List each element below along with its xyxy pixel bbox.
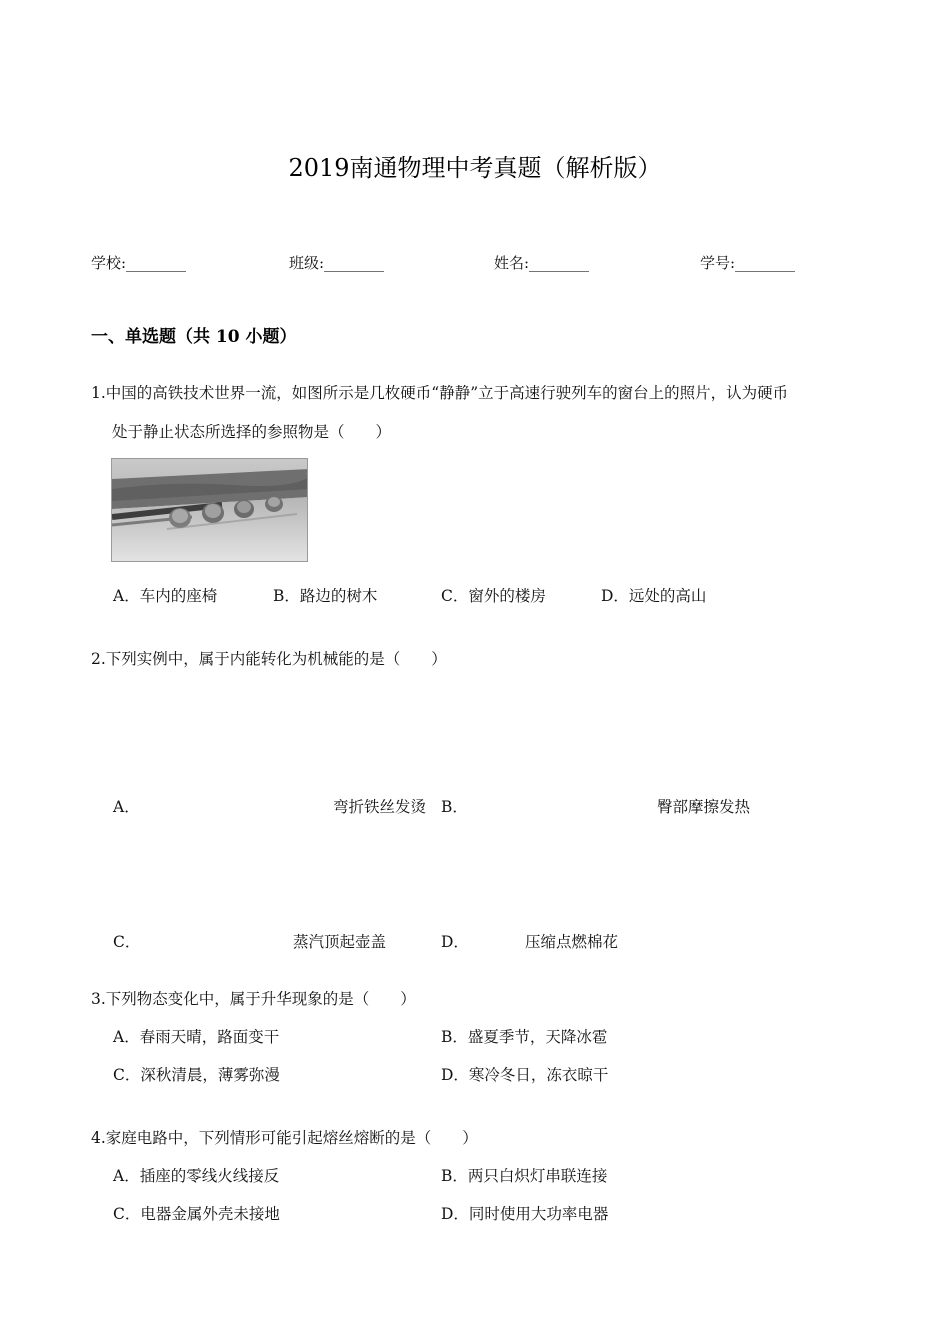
question-3-option-c: C．深秋清晨，薄雾弥漫 — [113, 1066, 280, 1084]
coins-on-train-windowsill-photo — [111, 458, 308, 562]
question-1-stem-line1: 1.中国的高铁技术世界一流，如图所示是几枚硬币“静静”立于高速行驶列车的窗台上的照片，认为硬币 — [91, 384, 789, 402]
question-3-option-d: D．寒冷冬日，冻衣晾干 — [441, 1066, 609, 1084]
question-2-option-d-letter: D． — [441, 933, 469, 951]
school-field: 学校:________ — [91, 254, 187, 272]
page-title: 2019南通物理中考真题（解析版） — [288, 154, 662, 182]
class-field: 班级:________ — [289, 254, 385, 272]
question-3-stem: 3.下列物态变化中，属于升华现象的是（ ） — [91, 990, 416, 1008]
question-3-option-a: A．春雨天晴，路面变干 — [113, 1028, 280, 1046]
question-2-option-d-caption: 压缩点燃棉花 — [525, 933, 619, 951]
question-1-stem-line2: 处于静止状态所选择的参照物是（ ） — [112, 423, 392, 441]
question-1-option-d: D．远处的高山 — [601, 587, 707, 605]
question-4-option-d: D．同时使用大功率电器 — [441, 1205, 609, 1223]
question-1-option-b: B．路边的树木 — [273, 587, 378, 605]
question-2-option-a-letter: A． — [113, 798, 140, 816]
question-1-option-a: A．车内的座椅 — [113, 587, 218, 605]
question-2-option-a-caption: 弯折铁丝发烫 — [333, 798, 427, 816]
question-2-option-c-caption: 蒸汽顶起壶盖 — [293, 933, 387, 951]
question-2-option-b-letter: B． — [441, 798, 468, 816]
name-field: 姓名:________ — [494, 254, 590, 272]
question-4-option-c: C．电器金属外壳未接地 — [113, 1205, 280, 1223]
question-2-stem: 2.下列实例中，属于内能转化为机械能的是（ ） — [91, 650, 447, 668]
question-4-option-b: B．两只白炽灯串联连接 — [441, 1167, 608, 1185]
question-2-option-c-letter: C． — [113, 933, 141, 951]
question-3-option-b: B．盛夏季节，天降冰雹 — [441, 1028, 608, 1046]
question-2-option-b-caption: 臀部摩擦发热 — [657, 798, 751, 816]
question-4-option-a: A．插座的零线火线接反 — [113, 1167, 280, 1185]
question-4-stem: 4.家庭电路中，下列情形可能引起熔丝熔断的是（ ） — [91, 1129, 478, 1147]
question-1-option-c: C．窗外的楼房 — [441, 587, 546, 605]
student-number-field: 学号:________ — [700, 254, 796, 272]
section-heading-single-choice: 一、单选题（共 10 小题） — [91, 327, 297, 347]
